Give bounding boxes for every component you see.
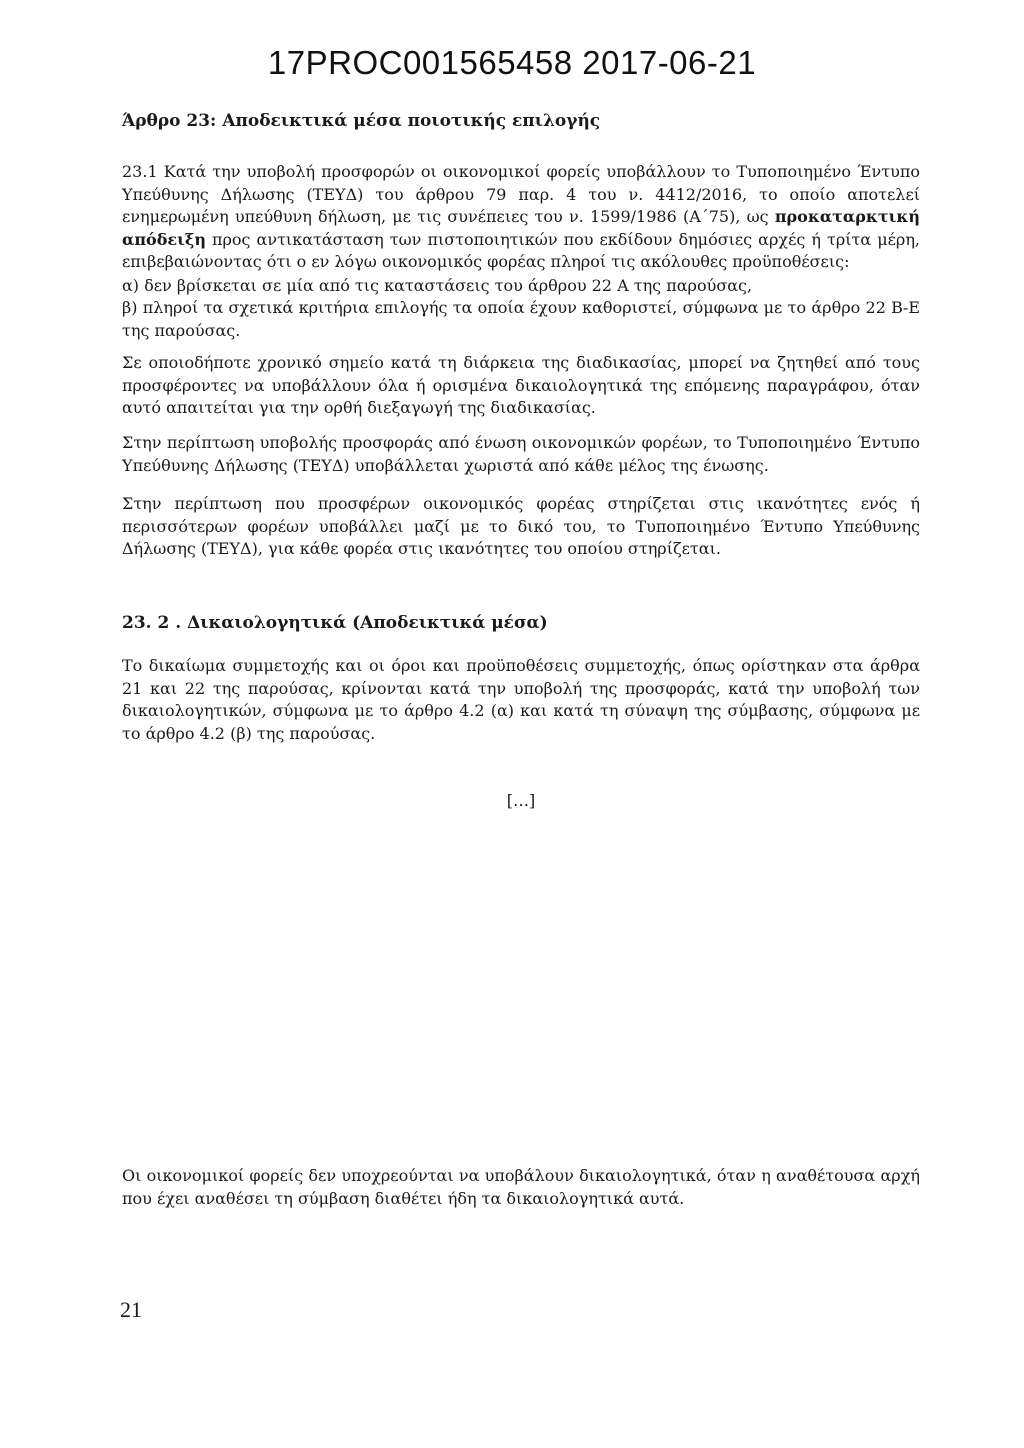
paragraph-supporting-documents-request: Σε οποιοδήποτε χρονικό σημείο κατά τη διάρκεια της διαδικασίας, μπορεί να ζητηθεί από τους προσφέροντες να υποβάλλουν όλα ή ορισμένα δικαιολογητικά της επόμενης παραγράφου, όταν αυτό απαιτείται για την ορθή διεξαγωγή της διαδικασίας. [122, 353, 920, 418]
paragraph-reliance-on-capacities: Στην περίπτωση που προσφέρων οικονομικός φορέας στηρίζεται στις ικανότητες ενός ή περισσότερων φορέων υποβάλλει μαζί με το δικό του, το Τυποποιημένο Έντυπο Υπεύθυνης Δήλωσης (ΤΕΥΔ), για κάθε φορέα στις ικανότητες του οποίου στηρίζεται. [122, 494, 920, 559]
section-23-2-paragraph-1: Το δικαίωμα συμμετοχής και οι όροι και προϋποθέσεις συμμετοχής, όπως ορίστηκαν στα άρθρα 21 και 22 της παρούσας, κρίνονται κατά την υποβολή της προσφοράς, κατά την υποβολή των δικαιολογητικών, σύμφωνα με το άρθρο 4.2 (α) και κατά τη σύναψη της σύμβασης, σύμφωνα με το άρθρο 4.2 (β) της παρούσας. [122, 656, 920, 743]
section-23-1-intro: 23.1 Κατά την υποβολή προσφορών οι οικονομικοί φορείς υποβάλλουν το Τυποποιημένο Έντυπο Υπεύθυνης Δήλωσης (ΤΕΥΔ) του άρθρου 79 παρ. 4 του ν. 4412/2016, το οποίο αποτελεί ενημερωμένη υπεύθυνη δήλωση, με τις συνέπειες του ν. 1599/1986 (Α΄75), ως [122, 162, 920, 227]
condition-a: α) δεν βρίσκεται σε μία από τις καταστάσεις του άρθρου 22 Α της παρούσας, [122, 276, 753, 295]
condition-b: β) πληροί τα σχετικά κριτήρια επιλογής τα οποία έχουν καθοριστεί, σύμφωνα με το άρθρο 22 Β-Ε της παρούσας. [122, 298, 920, 340]
section-23-1-paragraph [122, 161, 920, 274]
document-id-header: 17PROC001565458 2017-06-21 [267, 44, 757, 81]
page-number: 21 [120, 1297, 142, 1322]
section-23-2-last-paragraph: Οι οικονομικοί φορείς δεν υποχρεούνται να υποβάλουν δικαιολογητικά, όταν η αναθέτουσα αρχή που έχει αναθέσει τη σύμβαση διαθέτει ήδη τα δικαιολογητικά αυτά. [122, 1166, 920, 1208]
paragraph-union-of-operators: Στην περίπτωση υποβολής προσφοράς από ένωση οικονομικών φορέων, το Τυποποιημένο Έντυπο Υπεύθυνης Δήλωσης (ΤΕΥΔ) υποβάλλεται χωριστά από κάθε μέλος της ένωσης. [122, 433, 920, 475]
article-title: Άρθρο 23: Αποδεικτικά μέσα ποιοτικής επιλογής [122, 111, 601, 131]
section-23-2-heading: 23. 2 . Δικαιολογητικά (Αποδεικτικά μέσα) [122, 613, 548, 633]
section-23-1-rest: προς αντικατάσταση των πιστοποιητικών που εκδίδουν δημόσιες αρχές ή τρίτα μέρη, επιβεβαιώνοντας ότι ο εν λόγω οικονομικός φορέας πληροί τις ακόλουθες προϋποθέσεις: [122, 229, 920, 272]
omitted-text-marker: […] [506, 791, 536, 810]
preliminary-evidence-bold: προκαταρκτική απόδειξη [122, 207, 920, 249]
